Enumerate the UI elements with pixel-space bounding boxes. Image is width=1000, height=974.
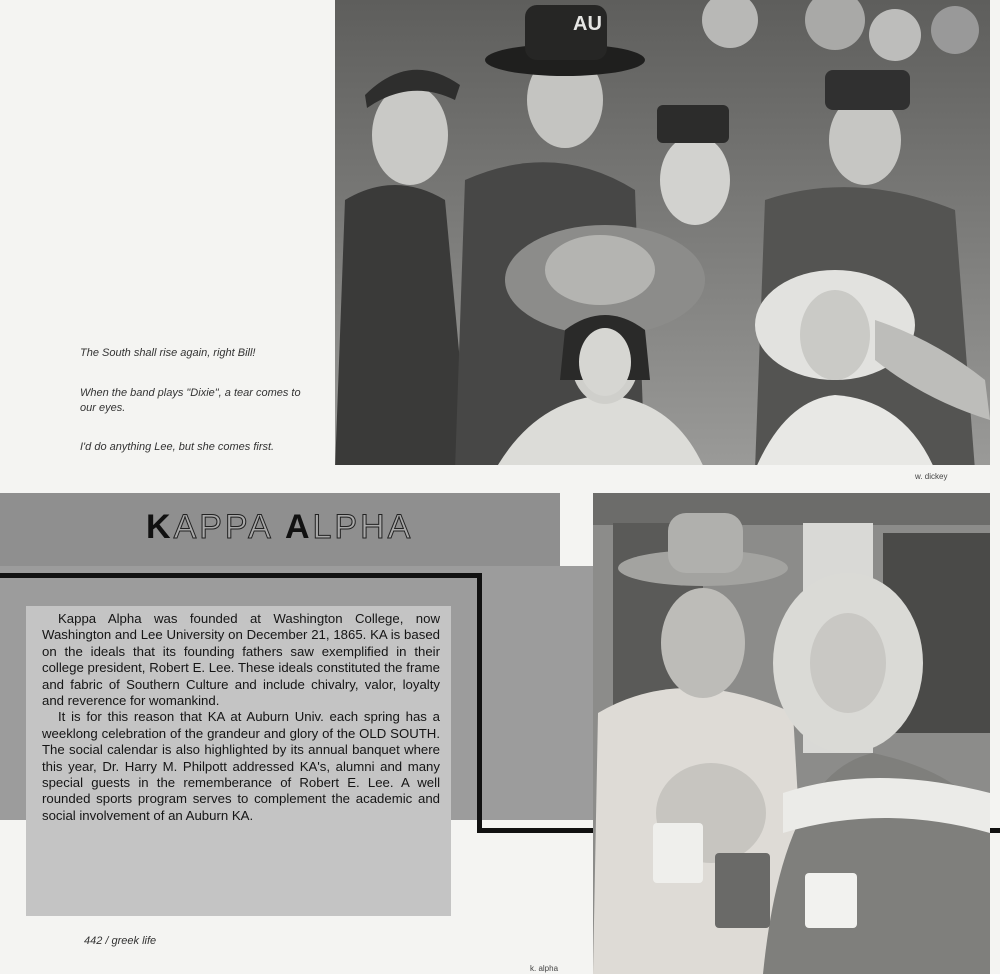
top-photo (335, 0, 990, 465)
hat-lettering: AU (573, 13, 602, 35)
body-text (42, 611, 440, 824)
title-rest-lpha: LPHA (312, 508, 414, 546)
photo-credit-bottom: k. alpha (530, 964, 559, 973)
page-folio: 442 / greek life (84, 935, 157, 947)
body-paragraph-2: It is for this reason that KA at Auburn Univ. each spring has a weeklong celebration of the grandeur and glory of the OLD SOUTH. The social calendar is also highlighted by its annual banquet where this year, Dr. Harry M. Philpott addressed KA's, alumni and many special guests in the rememberance of Robert E. Lee. A well rounded sports program serves to complement the academic and social involvement of an Auburn KA. (42, 709, 440, 823)
bottom-photo-illustration (593, 493, 990, 974)
page-title (146, 508, 413, 547)
caption-2: When the band plays "Dixie", a tear comes to our eyes. (80, 387, 301, 414)
body-paragraph-1: Kappa Alpha was founded at Washington College, now Washington and Lee University on December 21, 1865. KA is based on the ideals that its founding fathers saw exemplified in their college president, Robert E. Lee. These ideals constituted the frame and fabric of Southern Culture and include chivalry, valor, loyalty and reverence for womankind. (42, 611, 440, 709)
title-initial-k: K (146, 508, 174, 546)
caption-3: I'd do anything Lee, but she comes first. (80, 441, 275, 453)
frame-line-top (0, 573, 482, 578)
frame-line-vertical (477, 573, 482, 833)
photo-credit-top: w. dickey (915, 472, 948, 481)
caption-1: The South shall rise again, right Bill! (80, 347, 256, 359)
top-photo-illustration (335, 0, 990, 465)
title-initial-a: A (284, 508, 313, 546)
bottom-photo (593, 493, 990, 974)
title-rest-appa: APPA (173, 508, 274, 546)
